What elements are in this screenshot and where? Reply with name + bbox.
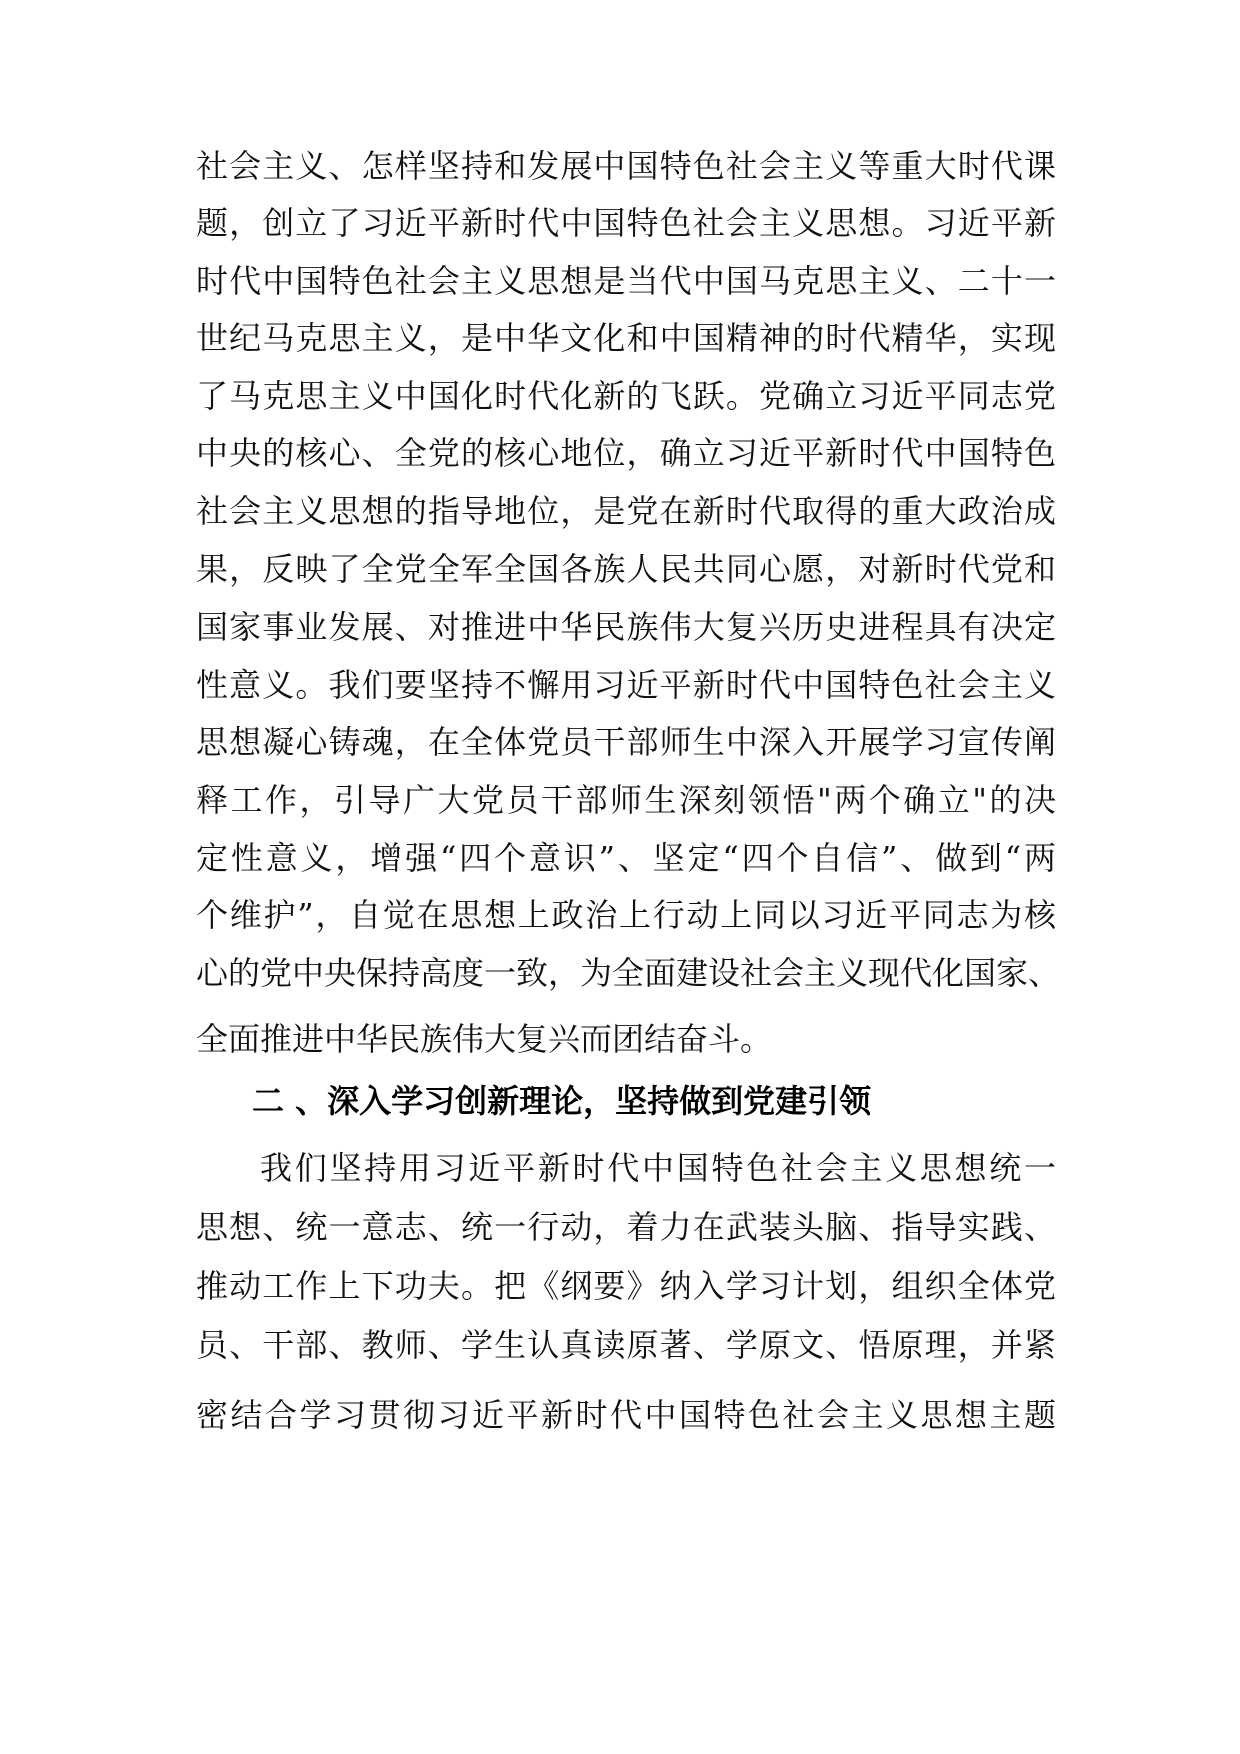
section-heading: 二 、深入学习创新理论，坚持做到党建引领 [252,1082,872,1120]
paragraph-line: 全面推进中华民族伟大复兴而团结奋斗。 [196,1020,773,1058]
paragraph-line: 释工作，引导广大党员干部师生深刻领悟"两个确立"的决 [196,781,1056,819]
paragraph-line: 了马克思主义中国化时代化新的飞跃。党确立习近平同志党 [196,377,1056,415]
paragraph-line: 密结合学习贯彻习近平新时代中国特色社会主义思想主题 [196,1396,1056,1434]
paragraph-line: 思想凝心铸魂，在全体党员干部师生中深入开展学习宣传阐 [196,723,1056,761]
paragraph-line: 我们坚持用习近平新时代中国特色社会主义思想统一 [260,1149,1056,1187]
paragraph-line: 社会主义、怎样坚持和发展中国特色社会主义等重大时代课 [196,147,1056,185]
paragraph-line: 中央的核心、全党的核心地位，确立习近平新时代中国特色 [196,434,1056,472]
paragraph-line: 题，创立了习近平新时代中国特色社会主义思想。习近平新 [196,204,1056,242]
paragraph-line: 社会主义思想的指导地位，是党在新时代取得的重大政治成 [196,492,1056,530]
paragraph-line: 世纪马克思主义，是中华文化和中国精神的时代精华，实现 [196,319,1056,357]
paragraph-line: 推动工作上下功夫。把《纲要》纳入学习计划，组织全体党 [196,1267,1056,1305]
paragraph-line: 时代中国特色社会主义思想是当代中国马克思主义、二十一 [196,262,1056,300]
paragraph-line: 思想、统一意志、统一行动，着力在武装头脑、指导实践、 [196,1208,1056,1246]
paragraph-line: 定性意义，增强“四个意识”、坚定“四个自信”、做到“两 [196,839,1056,877]
paragraph-line: 国家事业发展、对推进中华民族伟大复兴历史进程具有决定 [196,608,1056,646]
paragraph-line: 性意义。我们要坚持不懈用习近平新时代中国特色社会主义 [196,666,1056,704]
paragraph-line: 果，反映了全党全军全国各族人民共同心愿，对新时代党和 [196,550,1056,588]
paragraph-line: 个维护”，自觉在思想上政治上行动上同以习近平同志为核 [196,896,1056,934]
paragraph-line: 员、干部、教师、学生认真读原著、学原文、悟原理，并紧 [196,1326,1056,1364]
paragraph-line: 心的党中央保持高度一致，为全面建设社会主义现代化国家、 [196,954,1061,992]
